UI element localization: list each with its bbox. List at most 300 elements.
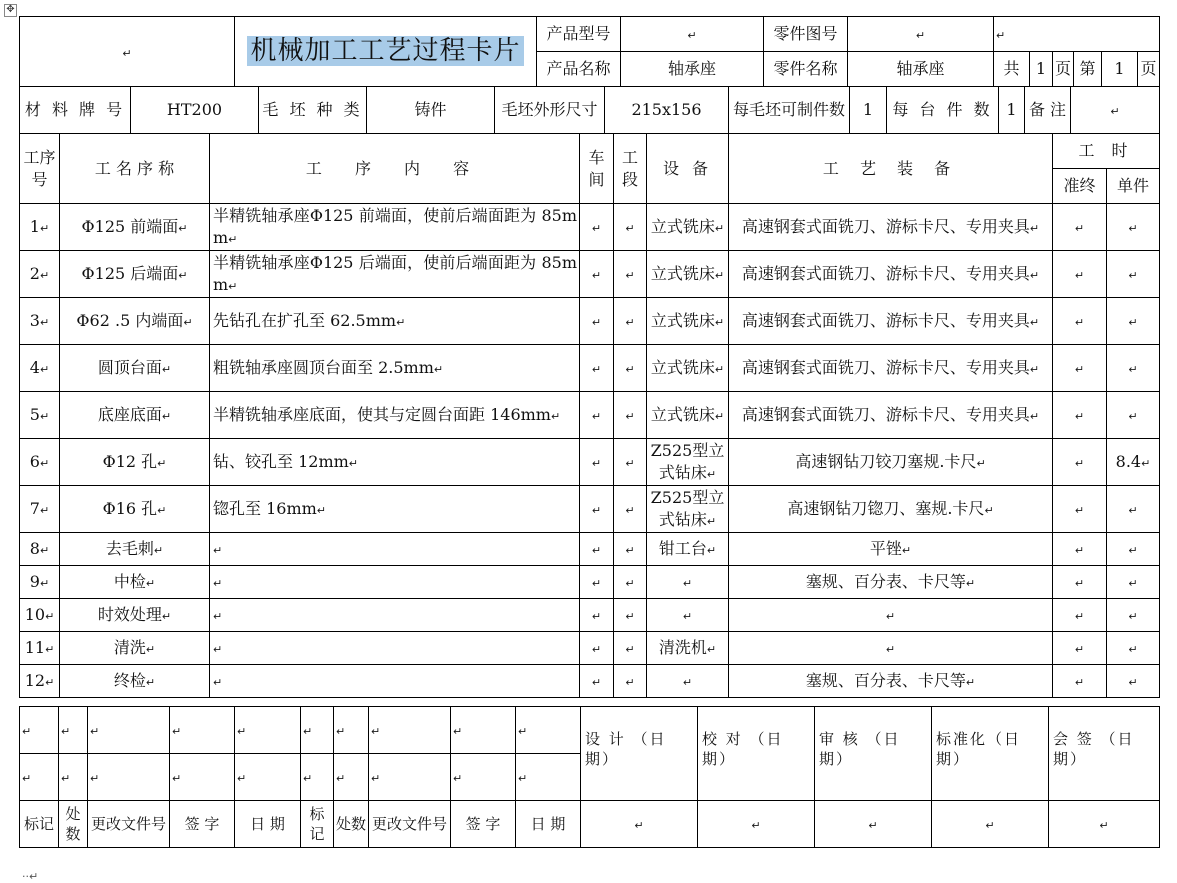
- op-time-unit[interactable]: [1107, 533, 1160, 566]
- product-model-value[interactable]: ↵: [621, 17, 764, 52]
- op-section[interactable]: [614, 665, 647, 698]
- op-name-text: 去毛刺: [105, 539, 154, 559]
- op-equipment[interactable]: [647, 251, 729, 298]
- paragraph-mark-icon: ↵: [714, 363, 725, 377]
- paragraph-mark-icon: ↵: [1074, 457, 1085, 471]
- op-name-text: 终检: [113, 671, 146, 691]
- op-name[interactable]: [60, 566, 210, 599]
- op-seq-no: [20, 439, 60, 486]
- op-time-unit[interactable]: [1107, 392, 1160, 439]
- op-equipment[interactable]: [647, 632, 729, 665]
- op-content[interactable]: [210, 298, 580, 345]
- paragraph-mark-icon: ↵: [433, 363, 444, 377]
- op-tooling-text: 平锉: [869, 539, 902, 559]
- operation-row: [20, 665, 1160, 698]
- paragraph-mark-icon: ↵: [714, 269, 725, 283]
- op-workshop[interactable]: [580, 599, 614, 632]
- op-section[interactable]: [614, 345, 647, 392]
- remarks-value[interactable]: ↵: [1071, 87, 1160, 134]
- design-signature-cell[interactable]: ↵: [581, 801, 698, 848]
- paragraph-mark-icon: ↵: [591, 316, 602, 330]
- paragraph-mark-icon: ↵: [714, 222, 725, 236]
- paragraph-mark-icon: ↵: [1141, 457, 1151, 471]
- paragraph-mark-icon: ↵: [1074, 363, 1085, 377]
- op-seq-no: [20, 599, 60, 632]
- op-time-prep[interactable]: [1053, 486, 1107, 533]
- paragraph-mark-icon: ↵: [625, 410, 635, 424]
- change-cell[interactable]: ↵: [451, 707, 516, 754]
- op-name[interactable]: [60, 298, 210, 345]
- paragraph-mark-icon: ↵: [682, 610, 693, 624]
- operation-row: [20, 251, 1160, 298]
- material-grade-label: 材 料 牌 号: [20, 87, 131, 134]
- change-cell[interactable]: ↵: [516, 707, 581, 754]
- paragraph-mark-icon: ↵: [885, 643, 896, 657]
- op-tooling-text: 高速钢套式面铣刀、游标卡尺、专用夹具: [741, 358, 1030, 378]
- op-name[interactable]: [60, 632, 210, 665]
- op-name[interactable]: [60, 533, 210, 566]
- op-workshop[interactable]: [580, 486, 614, 533]
- op-equipment-text: Z525型立式钻床: [650, 488, 725, 529]
- op-time-prep[interactable]: [1053, 632, 1107, 665]
- change-cell[interactable]: ↵: [20, 707, 59, 754]
- paragraph-mark-icon: ↵: [591, 504, 602, 518]
- change-cell[interactable]: ↵: [516, 754, 581, 801]
- op-time-unit[interactable]: [1107, 345, 1160, 392]
- paragraph-mark-icon: ↵: [39, 316, 50, 330]
- blank-type-label: 毛 坯 种 类: [259, 87, 367, 134]
- remarks-label: 备 注: [1025, 87, 1071, 134]
- op-name-text: Φ12 孔: [102, 452, 158, 472]
- op-time-unit[interactable]: [1107, 665, 1160, 698]
- op-time-prep[interactable]: [1053, 204, 1107, 251]
- paragraph-mark-icon: ↵: [591, 544, 602, 558]
- op-time-unit[interactable]: [1107, 486, 1160, 533]
- col-header-seq-name: 工 名 序 称: [60, 134, 210, 204]
- op-time-prep[interactable]: [1053, 392, 1107, 439]
- op-content-text: 半精铣轴承座底面，使其与定圆台面距 146mm: [213, 405, 551, 425]
- change-cell[interactable]: ↵: [235, 754, 301, 801]
- paragraph-mark-icon: ↵: [213, 676, 223, 690]
- paragraph-mark-icon: ↵: [682, 676, 693, 690]
- op-tooling[interactable]: [729, 439, 1053, 486]
- op-workshop[interactable]: [580, 533, 614, 566]
- operation-row: [20, 204, 1160, 251]
- op-content-text: 先钻孔在扩孔至 62.5mm: [213, 311, 397, 331]
- paragraph-mark-icon: ↵: [45, 610, 55, 624]
- paragraph-mark-icon: ↵: [591, 577, 602, 591]
- paragraph-mark-icon: ↵: [984, 504, 994, 518]
- paragraph-mark-icon: ↵: [39, 504, 50, 518]
- op-content[interactable]: [210, 533, 580, 566]
- signature-label: 签 字: [170, 801, 235, 848]
- op-seq-no-text: 6: [29, 452, 40, 472]
- col-header-workshop: 车间: [580, 134, 614, 204]
- op-time-unit-text: 8.4: [1115, 452, 1142, 472]
- op-equipment[interactable]: [647, 392, 729, 439]
- op-content[interactable]: [210, 392, 580, 439]
- design-date-label: 设 计 （日期）: [581, 707, 698, 801]
- change-cell[interactable]: ↵: [301, 754, 334, 801]
- op-time-unit[interactable]: [1107, 204, 1160, 251]
- op-name[interactable]: [60, 599, 210, 632]
- change-cell[interactable]: ↵: [451, 754, 516, 801]
- change-cell[interactable]: ↵: [88, 707, 170, 754]
- operation-row: [20, 566, 1160, 599]
- part-name-value[interactable]: 轴承座: [848, 52, 994, 87]
- blank-size-label: 毛坯外形尺寸: [495, 87, 605, 134]
- paragraph-mark-icon: ↵: [625, 457, 635, 471]
- paragraph-mark-icon: ↵: [965, 577, 976, 591]
- op-name[interactable]: [60, 486, 210, 533]
- review-signature-cell[interactable]: ↵: [815, 801, 932, 848]
- page-prefix: 第: [1074, 52, 1102, 87]
- op-equipment[interactable]: [647, 665, 729, 698]
- col-header-time-unit: 单件: [1107, 169, 1160, 204]
- op-tooling[interactable]: [729, 345, 1053, 392]
- op-tooling[interactable]: [729, 298, 1053, 345]
- paragraph-mark-icon: ↵: [45, 643, 55, 657]
- op-workshop[interactable]: [580, 204, 614, 251]
- change-cell[interactable]: ↵: [88, 754, 170, 801]
- op-content[interactable]: [210, 204, 580, 251]
- paragraph-mark-icon: ↵: [625, 610, 635, 624]
- signature-label: 签 字: [451, 801, 516, 848]
- op-time-unit[interactable]: [1107, 251, 1160, 298]
- op-equipment[interactable]: [647, 486, 729, 533]
- op-equipment[interactable]: [647, 345, 729, 392]
- review-date-label: 审 核 （日期）: [815, 707, 932, 801]
- op-seq-no-text: 4: [29, 358, 40, 378]
- paragraph-mark-icon: ↵: [1074, 222, 1085, 236]
- paragraph-mark-icon: ↵: [1074, 676, 1085, 690]
- paragraph-mark-icon: ↵: [706, 468, 717, 481]
- paragraph-mark-icon: ↵: [625, 269, 635, 283]
- op-time-prep[interactable]: [1053, 599, 1107, 632]
- change-cell[interactable]: ↵: [235, 707, 301, 754]
- op-seq-no: [20, 345, 60, 392]
- parts-per-blank-value[interactable]: 1: [850, 87, 887, 134]
- op-seq-no-text: 11: [24, 638, 46, 658]
- op-content[interactable]: [210, 566, 580, 599]
- op-workshop[interactable]: [580, 439, 614, 486]
- col-header-seq-no: 工序号: [20, 134, 60, 204]
- op-equipment-text: 立式铣床: [650, 405, 715, 425]
- change-cell[interactable]: ↵: [170, 754, 235, 801]
- paragraph-mark-icon: ↵: [161, 363, 172, 377]
- paragraph-mark-icon: ↵: [591, 457, 602, 471]
- op-equipment-text: 立式铣床: [650, 217, 715, 237]
- paragraph-mark-icon: ↵: [183, 316, 193, 330]
- op-content[interactable]: [210, 599, 580, 632]
- paragraph-mark-icon: ↵: [348, 457, 359, 471]
- op-equipment[interactable]: [647, 566, 729, 599]
- op-section[interactable]: [614, 298, 647, 345]
- paragraph-mark-icon: ↵: [1128, 363, 1138, 377]
- paragraph-mark-icon: ↵: [45, 676, 55, 690]
- change-cell[interactable]: ↵: [369, 707, 451, 754]
- paragraph-mark-icon: ↵: [1029, 222, 1040, 236]
- op-equipment[interactable]: [647, 439, 729, 486]
- paragraph-mark-icon: ↵: [1074, 504, 1085, 518]
- op-time-prep[interactable]: [1053, 251, 1107, 298]
- paragraph-mark-icon: ↵: [714, 410, 725, 424]
- paragraph-mark-icon: ↵: [1128, 610, 1138, 624]
- paragraph-mark-icon: ↵: [213, 577, 223, 591]
- standardization-signature-cell[interactable]: ↵: [932, 801, 1049, 848]
- col-header-equipment: 设 备: [647, 134, 729, 204]
- op-time-prep[interactable]: [1053, 345, 1107, 392]
- paragraph-mark-icon: ↵: [591, 676, 602, 690]
- paragraph-mark-icon: ↵: [153, 544, 164, 558]
- op-tooling[interactable]: [729, 251, 1053, 298]
- op-tooling[interactable]: [729, 599, 1053, 632]
- paragraph-mark-icon: ↵: [591, 363, 602, 377]
- paragraph-mark-icon: ↵: [706, 643, 717, 657]
- page-value[interactable]: 1: [1102, 52, 1138, 87]
- paragraph-mark-icon: ↵: [39, 457, 50, 471]
- col-header-content: 工 序 内 容: [210, 134, 580, 204]
- op-section[interactable]: [614, 632, 647, 665]
- paragraph-mark-icon: ↵: [625, 504, 635, 518]
- op-equipment-text: 立式铣床: [650, 358, 715, 378]
- paragraph-mark-icon: ↵: [39, 363, 50, 377]
- op-equipment[interactable]: [647, 533, 729, 566]
- paragraph-mark-icon: ↵: [39, 269, 50, 283]
- op-tooling[interactable]: [729, 204, 1053, 251]
- op-name-text: 圆顶台面: [97, 358, 162, 378]
- op-equipment-text: 钳工台: [658, 539, 707, 559]
- op-content[interactable]: [210, 251, 580, 298]
- op-seq-no-text: 12: [24, 671, 46, 691]
- op-name-text: 时效处理: [97, 605, 162, 625]
- op-tooling[interactable]: [729, 665, 1053, 698]
- op-equipment-text: 清洗机: [658, 638, 707, 658]
- standardization-date-label: 标准化（日期）: [932, 707, 1049, 801]
- per-unit-value[interactable]: 1: [999, 87, 1025, 134]
- check-date-label: 校 对 （日期）: [698, 707, 815, 801]
- header-spare-cell: ↵: [994, 17, 1160, 52]
- paragraph-mark-icon: ↵: [161, 610, 172, 624]
- page-suffix: 页: [1138, 52, 1160, 87]
- col-header-time: 工 时: [1053, 134, 1160, 169]
- op-tooling[interactable]: [729, 533, 1053, 566]
- op-tooling[interactable]: [729, 566, 1053, 599]
- paragraph-mark-icon: ↵: [178, 269, 188, 283]
- op-seq-no: [20, 533, 60, 566]
- op-section[interactable]: [614, 439, 647, 486]
- paragraph-mark-icon: ↵: [1029, 363, 1040, 377]
- op-tooling-text: 高速钢钻刀铰刀塞规.卡尺: [795, 452, 977, 472]
- op-workshop[interactable]: [580, 345, 614, 392]
- paragraph-mark-icon: ↵: [625, 643, 635, 657]
- change-cell[interactable]: ↵: [20, 754, 59, 801]
- check-signature-cell[interactable]: ↵: [698, 801, 815, 848]
- product-model-label: 产品型号: [537, 17, 621, 52]
- paragraph-mark-icon: ↵: [591, 610, 602, 624]
- op-equipment[interactable]: [647, 204, 729, 251]
- op-content[interactable]: [210, 345, 580, 392]
- change-cell[interactable]: ↵: [170, 707, 235, 754]
- paragraph-mark-icon: ↵: [39, 544, 50, 558]
- operation-row: [20, 599, 1160, 632]
- op-seq-no-text: 2: [29, 264, 40, 284]
- change-cell[interactable]: ↵: [334, 754, 369, 801]
- paragraph-mark-icon: ↵: [396, 316, 406, 330]
- paragraph-mark-icon: ↵: [682, 577, 693, 591]
- signoff-table: [19, 706, 1160, 848]
- per-unit-label: 每 台 件 数: [887, 87, 999, 134]
- op-time-unit[interactable]: [1107, 298, 1160, 345]
- op-time-prep[interactable]: [1053, 439, 1107, 486]
- op-name[interactable]: [60, 251, 210, 298]
- paragraph-mark-icon: ↵: [213, 643, 223, 657]
- op-time-prep[interactable]: [1053, 533, 1107, 566]
- op-tooling[interactable]: [729, 486, 1053, 533]
- op-name-text: Φ125 后端面: [81, 264, 179, 284]
- op-workshop[interactable]: [580, 665, 614, 698]
- op-seq-no: [20, 204, 60, 251]
- blank-type-value[interactable]: 铸件: [367, 87, 495, 134]
- op-seq-no: [20, 251, 60, 298]
- countersign-date-label: 会 签 （日期）: [1049, 707, 1160, 801]
- operation-row: [20, 486, 1160, 533]
- paragraph-mark-icon: ↵: [145, 676, 156, 690]
- paragraph-mark-icon: ↵: [1128, 676, 1138, 690]
- paragraph-mark-icon: ↵: [901, 544, 912, 558]
- op-workshop[interactable]: [580, 632, 614, 665]
- countersign-signature-cell[interactable]: ↵: [1049, 801, 1160, 848]
- table-move-handle-icon[interactable]: ✥: [4, 4, 17, 17]
- paragraph-mark-icon: ↵: [213, 610, 223, 624]
- change-cell[interactable]: ↵: [59, 707, 88, 754]
- paragraph-mark-icon: ↵: [706, 544, 717, 558]
- parts-per-blank-label: 每毛坯可制件数: [729, 87, 850, 134]
- blank-size-value[interactable]: 215x156: [605, 87, 729, 134]
- paragraph-mark-icon: ↵: [1074, 269, 1085, 283]
- paragraph-mark-icon: ↵: [145, 577, 156, 591]
- product-name-label: 产品名称: [537, 52, 621, 87]
- op-time-unit[interactable]: [1107, 566, 1160, 599]
- op-seq-no: [20, 486, 60, 533]
- total-pages-suffix: 页: [1053, 52, 1074, 87]
- op-section[interactable]: [614, 486, 647, 533]
- op-tooling[interactable]: [729, 392, 1053, 439]
- change-cell[interactable]: ↵: [59, 754, 88, 801]
- paragraph-mark-icon: ↵: [976, 457, 986, 471]
- date-label: 日 期: [235, 801, 301, 848]
- op-content-text: 锪孔至 16mm: [213, 499, 317, 519]
- op-name-text: Φ125 前端面: [81, 217, 179, 237]
- op-name[interactable]: [60, 392, 210, 439]
- paragraph-mark-icon: ↵: [1029, 410, 1040, 424]
- paragraph-mark-icon: ↵: [714, 316, 725, 330]
- paragraph-mark-icon: ↵: [550, 410, 561, 424]
- op-content[interactable]: [210, 632, 580, 665]
- op-seq-no-text: 3: [29, 311, 40, 331]
- operation-row: [20, 632, 1160, 665]
- total-pages-value[interactable]: 1: [1030, 52, 1053, 87]
- op-content[interactable]: [210, 439, 580, 486]
- paragraph-mark-icon: ↵: [316, 504, 327, 518]
- op-workshop[interactable]: [580, 392, 614, 439]
- op-tooling[interactable]: [729, 632, 1053, 665]
- op-tooling-text: 高速钢套式面铣刀、游标卡尺、专用夹具: [741, 264, 1030, 284]
- paragraph-mark-icon: ↵: [1128, 544, 1138, 558]
- count-label: 处数: [59, 801, 88, 848]
- paragraph-mark-icon: ↵: [706, 515, 717, 528]
- op-name[interactable]: [60, 204, 210, 251]
- op-time-unit[interactable]: [1107, 439, 1160, 486]
- part-drawing-label: 零件图号: [764, 17, 848, 52]
- op-tooling-text: 塞规、百分表、卡尺等: [805, 671, 966, 691]
- op-section[interactable]: [614, 533, 647, 566]
- op-name[interactable]: [60, 345, 210, 392]
- card-title: 机械加工工艺过程卡片: [235, 17, 537, 87]
- op-content-text: 半精铣轴承座Φ125 前端面，使前后端面距为 85mm: [213, 206, 577, 247]
- op-seq-no: [20, 632, 60, 665]
- op-name-text: Φ16 孔: [102, 499, 158, 519]
- paragraph-mark-icon: ↵: [625, 363, 635, 377]
- op-name[interactable]: [60, 665, 210, 698]
- op-time-prep[interactable]: [1053, 298, 1107, 345]
- paragraph-mark-icon: ↵: [228, 280, 238, 293]
- op-time-prep[interactable]: [1053, 566, 1107, 599]
- op-name[interactable]: [60, 439, 210, 486]
- paragraph-mark-icon: ↵: [591, 410, 602, 424]
- op-seq-no: [20, 392, 60, 439]
- change-cell[interactable]: ↵: [369, 754, 451, 801]
- op-section[interactable]: [614, 566, 647, 599]
- paragraph-mark-icon: ↵: [1074, 643, 1085, 657]
- material-grade-value[interactable]: HT200: [131, 87, 259, 134]
- op-time-unit[interactable]: [1107, 599, 1160, 632]
- op-seq-no-text: 5: [29, 405, 40, 425]
- op-workshop[interactable]: [580, 298, 614, 345]
- product-name-value[interactable]: 轴承座: [621, 52, 764, 87]
- col-header-time-prep: 准终: [1053, 169, 1107, 204]
- op-section[interactable]: [614, 251, 647, 298]
- change-cell[interactable]: ↵: [334, 707, 369, 754]
- change-doc-label: 更改文件号: [369, 801, 451, 848]
- header-table: [19, 16, 1160, 87]
- op-content[interactable]: [210, 486, 580, 533]
- op-section[interactable]: [614, 392, 647, 439]
- op-section[interactable]: [614, 204, 647, 251]
- change-cell[interactable]: ↵: [301, 707, 334, 754]
- operation-row: [20, 345, 1160, 392]
- op-content[interactable]: [210, 665, 580, 698]
- paragraph-mark-icon: ↵: [145, 643, 156, 657]
- date-label: 日 期: [516, 801, 581, 848]
- paragraph-mark-icon: ↵: [1128, 410, 1138, 424]
- op-content-text: 半精铣轴承座Φ125 后端面，使前后端面距为 85mm: [213, 253, 577, 294]
- op-section[interactable]: [614, 599, 647, 632]
- op-workshop[interactable]: [580, 251, 614, 298]
- op-workshop[interactable]: [580, 566, 614, 599]
- op-time-unit[interactable]: [1107, 632, 1160, 665]
- paragraph-mark-icon: ↵: [625, 676, 635, 690]
- op-equipment[interactable]: [647, 599, 729, 632]
- op-seq-no-text: 1: [29, 217, 40, 237]
- part-drawing-value[interactable]: ↵: [848, 17, 994, 52]
- op-seq-no: [20, 566, 60, 599]
- op-time-prep[interactable]: [1053, 665, 1107, 698]
- paragraph-mark-icon: ↵: [1029, 269, 1040, 283]
- op-equipment[interactable]: [647, 298, 729, 345]
- mark-label: 标记: [20, 801, 59, 848]
- paragraph-mark-icon: ↵: [1128, 316, 1138, 330]
